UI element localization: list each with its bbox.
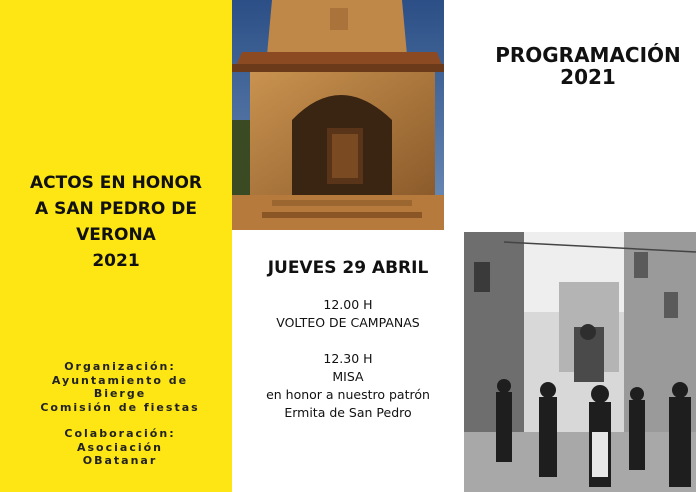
spacer [232,332,464,350]
event-time: 12.30 H [323,351,373,366]
event-title-line: 2021 [92,251,140,271]
chapel-photo [232,0,444,230]
event-line: VOLTEO DE CAMPANAS [276,315,420,330]
procession-photo [464,232,696,492]
day-heading: JUEVES 29 ABRIL [267,258,429,278]
event-title-line: A SAN PEDRO DE [35,199,197,219]
program-title-line: PROGRAMACIÓN [495,43,681,67]
collaboration-line: OBatanar [82,454,158,467]
organization-heading: Organización: [64,360,176,373]
event-line: MISA [332,369,364,384]
credits [0,360,240,468]
organization-line: Comisión de fiestas [40,400,200,414]
event-title-line: VERONA [76,225,156,245]
event-title [0,170,232,274]
event-line: en honor a nuestro patrón [266,387,430,402]
collaboration-heading: Colaboración: [64,427,176,440]
schedule [232,296,464,422]
organization-line: Bierge [93,387,147,400]
event-time: 12.00 H [323,297,373,312]
collaboration-line: Asociación [76,440,163,454]
program-title-line: 2021 [560,65,616,89]
event-title-line: ACTOS EN HONOR [29,173,203,193]
event-line: Ermita de San Pedro [284,405,412,420]
organization-line: Ayuntamiento de [51,373,189,387]
spacer [0,414,240,427]
program-title [490,44,686,88]
